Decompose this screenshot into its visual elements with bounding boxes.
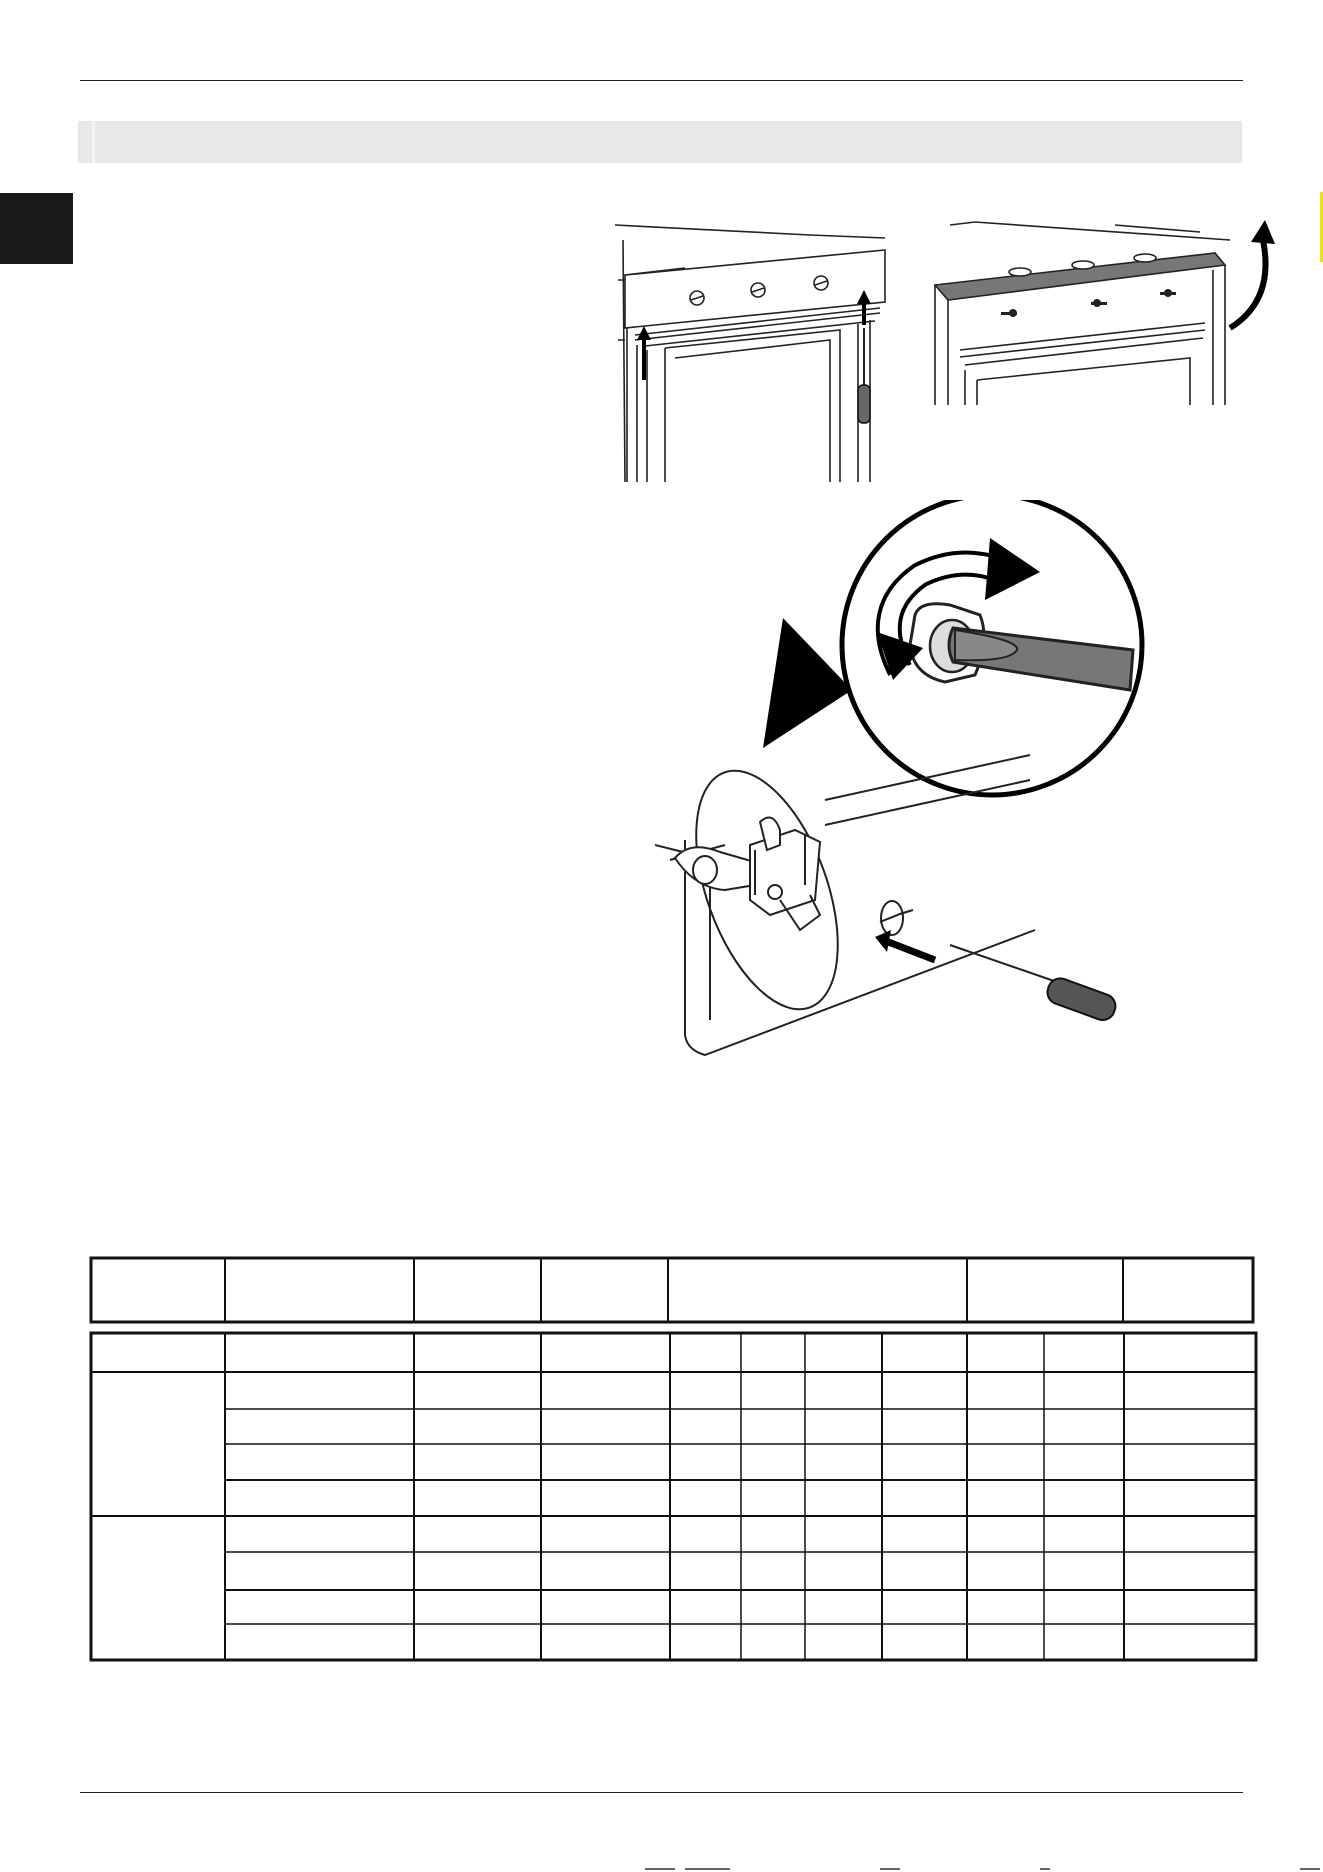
oven-front-left-panel <box>615 225 885 482</box>
control-panel-removal-figure <box>615 220 1295 482</box>
bottom-edge-marks <box>640 1866 1323 1872</box>
screw-icons <box>1001 289 1176 317</box>
insert-arrow-icon <box>875 930 935 960</box>
oven-rail-illustration <box>655 752 1035 1055</box>
zoom-cone <box>763 618 852 748</box>
section-header-band <box>78 121 1242 163</box>
table-header <box>91 1258 1253 1322</box>
language-tab <box>0 193 73 264</box>
top-rule <box>80 80 1243 81</box>
long-screwdriver-icon <box>950 945 1119 1023</box>
section-header-band-edge <box>92 121 95 163</box>
oven-front-right-panel <box>935 222 1230 405</box>
bottom-rule <box>80 1792 1243 1793</box>
screwdriver-icon <box>858 328 870 423</box>
valve-adjustment-figure <box>655 500 1235 1065</box>
tilt-arrow-icon <box>1230 220 1275 328</box>
table-body <box>91 1333 1256 1660</box>
